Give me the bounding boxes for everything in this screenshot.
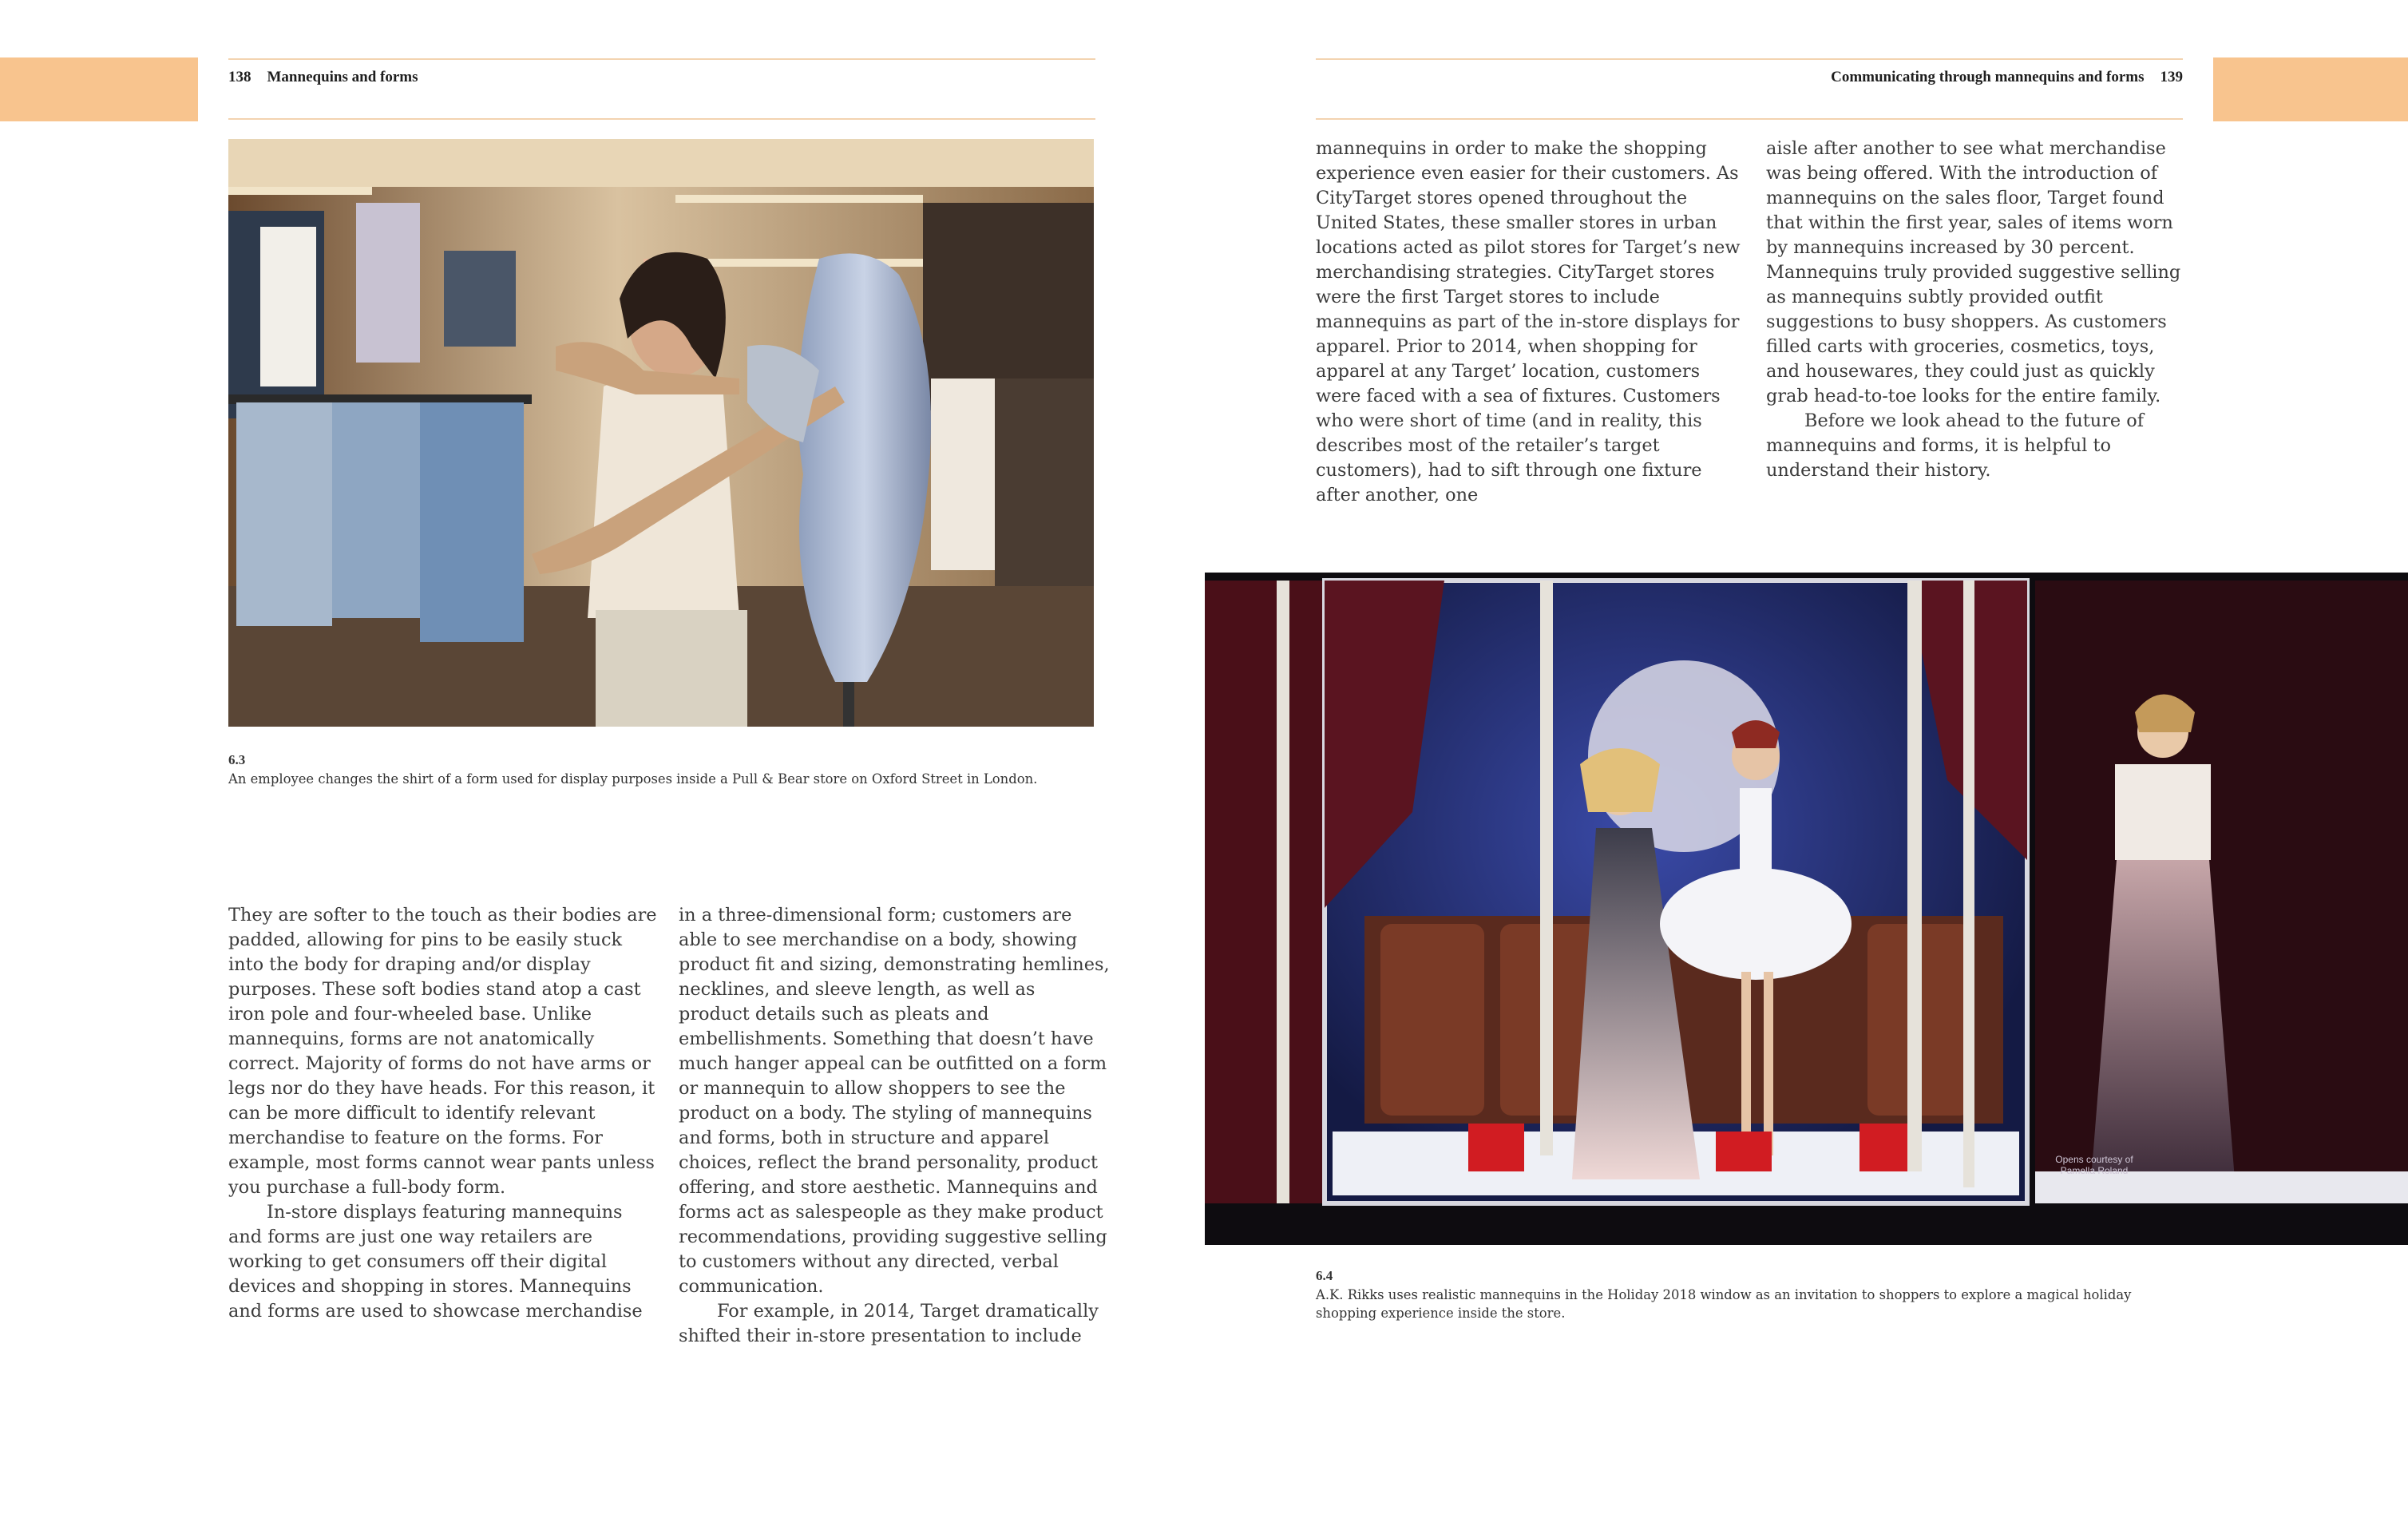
left-page-column-2	[679, 903, 1110, 1349]
right-running-head	[1831, 69, 2183, 86]
right-page-column-1	[1316, 137, 1745, 508]
figure-6-4-number: 6.4	[1316, 1268, 1333, 1283]
figure-6-4-caption: A.K. Rikks uses realistic mannequins in the Holiday 2018 window as an invitation to shoppers to explore a magical holiday shopping experience inside the store.	[1316, 1287, 2132, 1321]
left-page-edge-tab	[0, 57, 198, 121]
right-running-title: Communicating through mannequins and forms	[1831, 69, 2145, 85]
paragraph: Before we look ahead to the future of mannequins and forms, it is helpful to understand their history.	[1766, 410, 2145, 481]
photo-credit-line-1: Opens courtesy of	[2055, 1154, 2133, 1165]
holiday-window-illustration	[1205, 573, 2408, 1245]
right-page-number: 139	[2160, 69, 2183, 85]
right-page-column-2	[1766, 137, 2183, 483]
store-interior-illustration	[228, 139, 1094, 727]
figure-6-3-caption: An employee changes the shirt of a form used for display purposes inside a Pull & Bear store on Oxford Street in London.	[228, 771, 1038, 787]
paragraph: They are softer to the touch as their bodies are padded, allowing for pins to be easily stuck into the body for draping and/or display purposes. These soft bodies stand atop a cast iron pole and four-wheeled base. Unlike mannequins, forms are not anatomically correct. Majority of forms do not have arms or legs nor do they have heads. For this reason, it can be more difficult to identify relevant merchandise to feature on the forms. For example, most forms cannot wear pants unless you purchase a full-body form.	[228, 905, 657, 1198]
left-running-head	[228, 69, 418, 86]
left-page-column-1	[228, 903, 658, 1324]
right-page-edge-tab	[2213, 57, 2408, 121]
figure-6-3-number: 6.3	[228, 752, 246, 767]
paragraph: in a three-dimensional form; customers are able to see merchandise on a body, showing product fit and sizing, demonstrating hemlines, necklines, and sleeve length, as well as product details such as pleats and embellishments. Something that doesn’t have much hanger appeal can be outfitted on a form or mannequin to allow shoppers to see the product on a body. The styling of mannequins and forms, both in structure and apparel choices, reflect the brand personality, product offering, and store aesthetic. Mannequins and forms act as salespeople as they make product recommendations, providing suggestive selling to customers without any directed, verbal communication.	[679, 905, 1110, 1297]
right-header-rule-top	[1316, 58, 2183, 60]
photo-credit-line-2: Pamella Roland	[2060, 1165, 2129, 1176]
paragraph: aisle after another to see what merchandise was being offered. With the introduction of mannequins on the sales floor, Target found that within the first year, sales of items worn by mannequins increased by 30 percent. Mannequins truly provided suggestive selling as mannequins subtly provided outfit suggestions to busy shoppers. As customers filled carts with groceries, cosmetics, toys, and housewares, they could just as quickly grab head-to-toe looks for the entire family.	[1766, 138, 2181, 406]
photo-credit	[2046, 1154, 2142, 1176]
figure-6-4-photo	[1205, 573, 2408, 1245]
figure-6-3-photo	[228, 139, 1094, 727]
paragraph: mannequins in order to make the shopping experience even easier for their customers. As CityTarget stores opened throughout the United States, these smaller stores in urban locations acted as pilot stores for Target’s new merchandising strategies. CityTarget stores were the first Target stores to include mannequins as part of the in-store displays for apparel. Prior to 2014, when shopping for apparel at any Target’ location, customers were faced with a sea of fixtures. Customers who were short of time (and in reality, this describes most of the retailer’s target customers), had to sift through one fixture after another, one	[1316, 138, 1741, 505]
right-header-rule-bottom	[1316, 118, 2183, 120]
paragraph: In-store displays featuring mannequins and forms are just one way retailers are working to get consumers off their digital devices and shopping in stores. Mannequins and forms are used to showcase merchandise	[228, 1202, 643, 1322]
paragraph: For example, in 2014, Target dramatically shifted their in-store presentation to include	[679, 1301, 1099, 1346]
left-page-number: 138	[228, 69, 251, 85]
left-header-rule-top	[228, 58, 1095, 60]
left-header-rule-bottom	[228, 118, 1095, 120]
left-running-title: Mannequins and forms	[267, 69, 418, 85]
